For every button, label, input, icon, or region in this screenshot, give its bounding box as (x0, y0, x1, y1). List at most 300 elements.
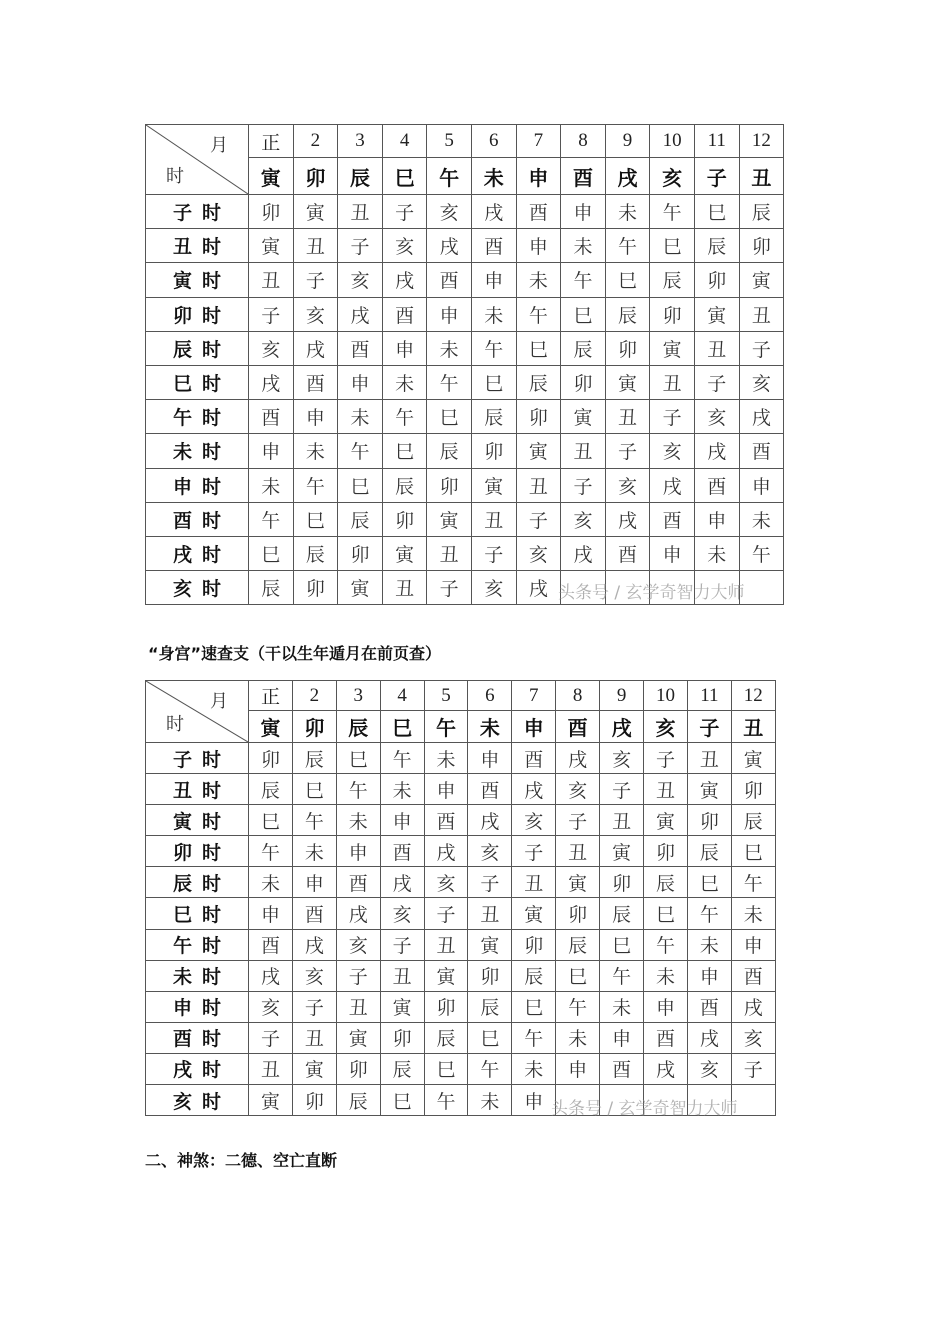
table-cell: 丑 (424, 929, 468, 960)
table-cell: 卯 (600, 867, 644, 898)
table-cell: 丑 (739, 297, 784, 331)
month-number-cell: 4 (380, 681, 424, 711)
table-cell: 未 (687, 929, 731, 960)
month-branch-cell: 亥 (644, 711, 688, 743)
table-cell: 午 (471, 331, 516, 365)
table-cell: 丑 (249, 1053, 293, 1084)
table-cell: 子 (694, 365, 739, 399)
month-number-cell: 6 (468, 681, 512, 711)
row-hour-label: 申时 (146, 468, 249, 502)
table-cell: 戌 (382, 263, 427, 297)
table-cell: 丑 (382, 571, 427, 605)
table-cell: 巳 (605, 263, 650, 297)
month-number-cell: 9 (605, 125, 650, 158)
table-cell: 酉 (739, 434, 784, 468)
row-hour-label: 未时 (146, 960, 249, 991)
table-cell: 未 (694, 536, 739, 570)
table-cell: 寅 (644, 805, 688, 836)
table-cell: 巳 (293, 502, 338, 536)
table-cell: 巳 (471, 365, 516, 399)
table-cell: 亥 (731, 1022, 775, 1053)
table-cell: 午 (556, 991, 600, 1022)
table-cell: 亥 (650, 434, 695, 468)
table-cell: 卯 (516, 400, 561, 434)
month-number-cell: 10 (644, 681, 688, 711)
month-number-cell: 3 (338, 125, 383, 158)
table-cell: 卯 (561, 365, 606, 399)
table-row (146, 898, 776, 929)
table-row (146, 195, 784, 229)
table-cell: 卯 (694, 263, 739, 297)
row-hour-label: 卯时 (146, 297, 249, 331)
table-cell: 申 (556, 1053, 600, 1084)
month-branch-cell: 戌 (605, 158, 650, 195)
month-number-cell: 11 (694, 125, 739, 158)
table-cell: 亥 (512, 805, 556, 836)
table-cell: 戌 (293, 331, 338, 365)
table-cell: 子 (382, 195, 427, 229)
month-branch-cell: 子 (687, 711, 731, 743)
table-row (146, 297, 784, 331)
table-cell: 巳 (382, 434, 427, 468)
ming-gong-table (145, 124, 784, 605)
table-cell: 子 (561, 468, 606, 502)
month-number-cell: 12 (739, 125, 784, 158)
table-cell: 辰 (650, 263, 695, 297)
month-branch-cell: 未 (471, 158, 516, 195)
table-cell: 子 (556, 805, 600, 836)
table-cell: 丑 (338, 195, 383, 229)
table-cell: 子 (338, 229, 383, 263)
corner-diagonal (146, 125, 248, 194)
table-cell: 戌 (650, 468, 695, 502)
table-row (146, 502, 784, 536)
table-cell: 戌 (380, 867, 424, 898)
table-cell: 申 (424, 774, 468, 805)
table-cell: 卯 (382, 502, 427, 536)
row-hour-label: 寅时 (146, 805, 249, 836)
table-cell: 午 (293, 468, 338, 502)
table-cell: 午 (687, 898, 731, 929)
table-cell: 卯 (468, 960, 512, 991)
row-hour-label: 巳时 (146, 365, 249, 399)
table-cell: 午 (650, 195, 695, 229)
table-cell: 巳 (512, 991, 556, 1022)
table-row (146, 1022, 776, 1053)
month-number-cell: 12 (731, 681, 775, 711)
table-cell: 丑 (694, 331, 739, 365)
table-cell: 卯 (471, 434, 516, 468)
table-cell: 辰 (380, 1053, 424, 1084)
corner-cell (146, 125, 249, 195)
table-cell: 亥 (382, 229, 427, 263)
table-cell: 寅 (336, 1022, 380, 1053)
table-cell: 丑 (380, 960, 424, 991)
table-cell: 辰 (249, 571, 294, 605)
table-row (146, 867, 776, 898)
table-cell: 戌 (739, 400, 784, 434)
table-cell: 戌 (249, 960, 293, 991)
table-cell: 午 (644, 929, 688, 960)
row-hour-label: 寅时 (146, 263, 249, 297)
table-row (146, 805, 776, 836)
table-cell: 卯 (512, 929, 556, 960)
month-number-cell: 5 (424, 681, 468, 711)
table-cell: 巳 (424, 1053, 468, 1084)
table-cell: 辰 (424, 1022, 468, 1053)
table-cell: 辰 (471, 400, 516, 434)
table-row (146, 774, 776, 805)
table-cell: 酉 (292, 898, 336, 929)
table-cell: 申 (468, 743, 512, 774)
month-branch-cell: 丑 (731, 711, 775, 743)
table-cell: 酉 (468, 774, 512, 805)
row-hour-label: 丑时 (146, 774, 249, 805)
table-cell: 寅 (600, 836, 644, 867)
table-cell: 亥 (338, 263, 383, 297)
table-cell: 寅 (338, 571, 383, 605)
table-cell: 亥 (561, 502, 606, 536)
month-branch-cell: 戌 (600, 711, 644, 743)
table-cell: 戌 (644, 1053, 688, 1084)
table-cell: 午 (561, 263, 606, 297)
table-cell: 酉 (249, 929, 293, 960)
table-cell (739, 571, 784, 605)
corner-hour-label: 时 (166, 166, 184, 187)
table-cell: 戌 (694, 434, 739, 468)
watermark: 头条号 / 玄学奇智力大师 (558, 583, 745, 603)
table-cell: 酉 (427, 263, 472, 297)
table-cell: 辰 (687, 836, 731, 867)
table-cell: 寅 (739, 263, 784, 297)
table-cell: 申 (516, 229, 561, 263)
table-row (146, 434, 784, 468)
table-cell: 寅 (471, 468, 516, 502)
table-cell: 子 (731, 1053, 775, 1084)
table-cell: 寅 (516, 434, 561, 468)
table-cell: 寅 (380, 991, 424, 1022)
table-cell: 辰 (644, 867, 688, 898)
table-cell: 亥 (380, 898, 424, 929)
table-cell: 巳 (468, 1022, 512, 1053)
row-hour-label: 辰时 (146, 867, 249, 898)
corner-cell (146, 681, 249, 743)
table-cell: 未 (468, 1085, 512, 1116)
table-cell: 卯 (380, 1022, 424, 1053)
table-cell: 亥 (468, 836, 512, 867)
table-cell: 寅 (694, 297, 739, 331)
row-hour-label: 亥时 (146, 1085, 249, 1116)
table-row (146, 263, 784, 297)
table-cell: 未 (336, 805, 380, 836)
table-cell: 亥 (600, 743, 644, 774)
table-cell: 巳 (249, 805, 293, 836)
table-cell: 戌 (338, 297, 383, 331)
table-cell: 辰 (561, 331, 606, 365)
row-hour-label: 亥时 (146, 571, 249, 605)
table-cell: 酉 (605, 536, 650, 570)
row-hour-label: 午时 (146, 929, 249, 960)
month-number-cell: 2 (293, 125, 338, 158)
table-cell: 亥 (293, 297, 338, 331)
table-cell: 戌 (731, 991, 775, 1022)
row-hour-label: 子时 (146, 195, 249, 229)
table-cell: 未 (249, 468, 294, 502)
table-cell: 申 (650, 536, 695, 570)
table-cell: 未 (600, 991, 644, 1022)
table-cell: 卯 (338, 536, 383, 570)
table-cell: 丑 (427, 536, 472, 570)
row-hour-label: 未时 (146, 434, 249, 468)
month-number-cell: 正 (249, 681, 293, 711)
table-cell: 未 (338, 400, 383, 434)
table-cell: 辰 (338, 502, 383, 536)
table-cell: 辰 (249, 774, 293, 805)
row-hour-label: 辰时 (146, 331, 249, 365)
table-row (146, 331, 784, 365)
table-row (146, 400, 784, 434)
table-cell: 戌 (561, 536, 606, 570)
table-cell: 午 (380, 743, 424, 774)
table-cell: 午 (516, 297, 561, 331)
table-cell: 午 (338, 434, 383, 468)
table-cell: 丑 (556, 836, 600, 867)
section-heading-shen-gong: “身宫”速查支（干以生年遁月在前页查） (148, 644, 442, 663)
table-cell: 未 (731, 898, 775, 929)
table-cell: 戌 (424, 836, 468, 867)
table-cell: 寅 (249, 1085, 293, 1116)
table-cell: 巳 (516, 331, 561, 365)
table-cell: 戌 (512, 774, 556, 805)
table-cell: 寅 (468, 929, 512, 960)
table-cell: 寅 (556, 867, 600, 898)
table-cell: 未 (556, 1022, 600, 1053)
table-cell: 酉 (380, 836, 424, 867)
table-cell: 巳 (561, 297, 606, 331)
table-cell: 丑 (336, 991, 380, 1022)
table-cell: 寅 (561, 400, 606, 434)
table-cell: 未 (424, 743, 468, 774)
table-cell: 卯 (556, 898, 600, 929)
table-cell: 丑 (512, 867, 556, 898)
table-cell: 卯 (293, 571, 338, 605)
month-branch-cell: 辰 (336, 711, 380, 743)
table-cell: 酉 (249, 400, 294, 434)
table-cell: 亥 (249, 331, 294, 365)
month-branch-cell: 卯 (292, 711, 336, 743)
table-cell: 卯 (644, 836, 688, 867)
table-cell: 丑 (600, 805, 644, 836)
table-cell: 午 (424, 1085, 468, 1116)
table-cell: 申 (427, 297, 472, 331)
month-branch-cell: 辰 (338, 158, 383, 195)
corner-hour-label: 时 (166, 714, 184, 735)
table-cell: 申 (512, 1085, 556, 1116)
table-cell: 戌 (249, 365, 294, 399)
month-number-cell: 10 (650, 125, 695, 158)
table-cell: 亥 (556, 774, 600, 805)
table-cell: 亥 (694, 400, 739, 434)
table-cell: 子 (336, 960, 380, 991)
table-cell: 申 (694, 502, 739, 536)
table-cell: 寅 (293, 195, 338, 229)
table-cell: 丑 (293, 229, 338, 263)
table-cell: 卯 (292, 1085, 336, 1116)
table-cell: 亥 (516, 536, 561, 570)
table-cell: 申 (739, 468, 784, 502)
table-cell: 申 (292, 867, 336, 898)
row-hour-label: 戌时 (146, 536, 249, 570)
table-cell: 未 (516, 263, 561, 297)
table-cell: 卯 (687, 805, 731, 836)
table-cell: 未 (382, 365, 427, 399)
row-hour-label: 午时 (146, 400, 249, 434)
table-cell: 子 (516, 502, 561, 536)
month-number-cell: 6 (471, 125, 516, 158)
month-number-cell: 2 (292, 681, 336, 711)
table-cell: 子 (739, 331, 784, 365)
table-cell: 巳 (556, 960, 600, 991)
table-cell: 申 (644, 991, 688, 1022)
table-cell: 酉 (424, 805, 468, 836)
table-row (146, 229, 784, 263)
month-branch-cell: 申 (512, 711, 556, 743)
table-cell: 未 (471, 297, 516, 331)
header-row-months (146, 125, 784, 158)
month-branch-cell: 酉 (556, 711, 600, 743)
table-cell: 巳 (249, 536, 294, 570)
month-branch-cell: 寅 (249, 711, 293, 743)
table-cell: 酉 (731, 960, 775, 991)
month-branch-cell: 巳 (382, 158, 427, 195)
table-cell: 巳 (338, 468, 383, 502)
table-cell: 未 (380, 774, 424, 805)
table-cell: 午 (292, 805, 336, 836)
table-cell: 寅 (382, 536, 427, 570)
table-cell: 酉 (644, 1022, 688, 1053)
month-branch-cell: 子 (694, 158, 739, 195)
table-cell: 巳 (644, 898, 688, 929)
table-cell: 戌 (471, 195, 516, 229)
table-cell: 丑 (249, 263, 294, 297)
table-cell: 子 (512, 836, 556, 867)
table-cell: 午 (512, 1022, 556, 1053)
table-cell: 酉 (471, 229, 516, 263)
corner-month-label: 月 (210, 135, 228, 156)
table-cell: 巳 (600, 929, 644, 960)
table-row (146, 468, 784, 502)
row-hour-label: 子时 (146, 743, 249, 774)
month-number-cell: 9 (600, 681, 644, 711)
month-number-cell: 8 (556, 681, 600, 711)
table-cell: 子 (249, 297, 294, 331)
table-cell: 午 (336, 774, 380, 805)
row-hour-label: 戌时 (146, 1053, 249, 1084)
table-cell: 巳 (694, 195, 739, 229)
table-cell: 辰 (516, 365, 561, 399)
table-cell: 卯 (605, 331, 650, 365)
table-cell: 申 (561, 195, 606, 229)
row-hour-label: 申时 (146, 991, 249, 1022)
table-cell: 卯 (739, 229, 784, 263)
table-cell: 寅 (249, 229, 294, 263)
table-cell: 子 (605, 434, 650, 468)
table-cell: 酉 (600, 1053, 644, 1084)
table-cell: 寅 (512, 898, 556, 929)
table-cell: 辰 (605, 297, 650, 331)
month-number-cell: 正 (249, 125, 294, 158)
table-cell: 子 (292, 991, 336, 1022)
table-cell: 未 (292, 836, 336, 867)
table-cell: 未 (427, 331, 472, 365)
table-cell: 午 (600, 960, 644, 991)
month-number-cell: 4 (382, 125, 427, 158)
table-cell: 申 (687, 960, 731, 991)
table-cell: 丑 (644, 774, 688, 805)
table-cell: 子 (380, 929, 424, 960)
table-cell: 辰 (694, 229, 739, 263)
table-cell: 申 (293, 400, 338, 434)
corner-diagonal (146, 681, 248, 742)
table-cell: 戌 (427, 229, 472, 263)
table-cell: 申 (249, 898, 293, 929)
month-number-cell: 3 (336, 681, 380, 711)
month-branch-cell: 卯 (293, 158, 338, 195)
table-cell: 子 (427, 571, 472, 605)
table-cell: 亥 (292, 960, 336, 991)
table-cell: 子 (293, 263, 338, 297)
table-cell: 丑 (561, 434, 606, 468)
table-cell: 寅 (605, 365, 650, 399)
table-cell: 酉 (694, 468, 739, 502)
table-cell: 酉 (382, 297, 427, 331)
table-cell: 辰 (336, 1085, 380, 1116)
month-branch-cell: 午 (427, 158, 472, 195)
table-cell: 午 (382, 400, 427, 434)
table-cell: 酉 (516, 195, 561, 229)
table-cell: 巳 (427, 400, 472, 434)
table-cell: 丑 (605, 400, 650, 434)
table-row (146, 929, 776, 960)
row-hour-label: 酉时 (146, 1022, 249, 1053)
table-cell: 子 (650, 400, 695, 434)
table-cell: 戌 (556, 743, 600, 774)
table-cell: 辰 (739, 195, 784, 229)
table-cell: 午 (605, 229, 650, 263)
month-branch-cell: 寅 (249, 158, 294, 195)
table-row (146, 960, 776, 991)
month-number-cell: 7 (512, 681, 556, 711)
table-cell: 巳 (650, 229, 695, 263)
month-branch-cell: 午 (424, 711, 468, 743)
table-cell: 巳 (336, 743, 380, 774)
section-heading-shen-sha: 二、神煞：二德、空亡直断 (145, 1151, 338, 1170)
table-cell: 亥 (427, 195, 472, 229)
table-cell: 亥 (687, 1053, 731, 1084)
table-cell: 卯 (424, 991, 468, 1022)
table-cell: 辰 (512, 960, 556, 991)
table-cell: 亥 (739, 365, 784, 399)
table-cell: 申 (600, 1022, 644, 1053)
table-cell: 丑 (650, 365, 695, 399)
table-cell: 未 (605, 195, 650, 229)
table-cell: 辰 (468, 991, 512, 1022)
table-cell: 未 (512, 1053, 556, 1084)
table-cell: 酉 (687, 991, 731, 1022)
table-cell: 申 (249, 434, 294, 468)
table-cell: 辰 (600, 898, 644, 929)
month-number-cell: 11 (687, 681, 731, 711)
